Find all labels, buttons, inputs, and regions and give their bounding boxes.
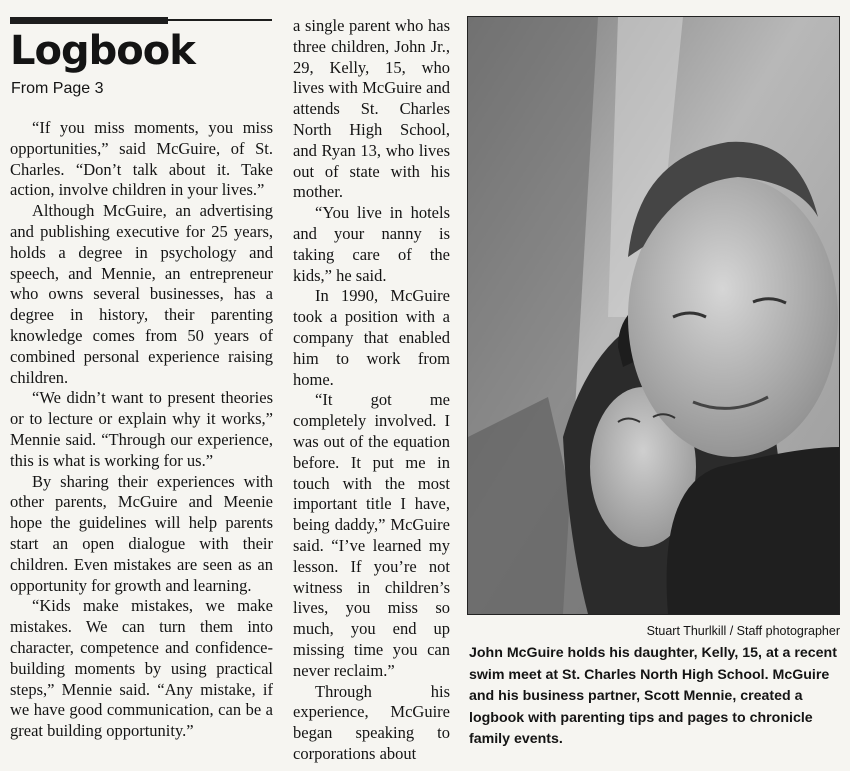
article-column-2 [293,16,450,771]
article-headline: Logbook [10,28,195,74]
photo-credit: Stuart Thurlkill / Staff photographer [646,624,840,638]
paragraph: By sharing their experiences with other parents, McGuire and Meenie hope the guidelines will help parents start an open dialogue with their children. Even mistakes are seen as an opportunity for growth and learning. [10,471,273,595]
article-column-1 [10,118,273,771]
paragraph: “Kids make mistakes, we make mistakes. We can turn them into character, competence and confidence-building moments by using practical steps,” Mennie said. “Any mistake, if we have good communication, can be a great building opportunity.” [10,596,273,741]
paragraph: “If you miss moments, you miss opportunities,” said McGuire, of St. Charles. “Don’t talk about it. Take action, involve children in your lives.” [10,118,273,200]
paragraph: “We didn’t want to present theories or to lecture or explain why it works,” Mennie said. “Through our experience, this is what is working for us.” [10,388,273,470]
headline-rule-thick [10,17,168,24]
headline-rule-thin [168,19,272,21]
photo-caption: John McGuire holds his daughter, Kelly, 15, at a recent swim meet at St. Charles North High School. McGuire and his business partner, Scott Mennie, created a logbook with parenting tips and pages to chronicle family events. [469,645,837,747]
paragraph: a single parent who has three children, John Jr., 29, Kelly, 15, who lives with McGuire and attends St. Charles North High School, and Ryan 13, who lives out of state with his mother. [293,16,450,202]
paragraph: Through his experience, McGuire began speaking to corporations about [293,681,450,763]
paragraph: In 1990, McGuire took a position with a company that enabled him to work from home. [293,286,450,389]
paragraph: “It got me completely involved. I was out of the equation before. It put me in touch with the most important title I have, being daddy,” McGuire said. “I’ve learned my lesson. If you’re not witness in children’s lives, you miss so much, you end up missing time you can never reclaim.” [293,390,450,680]
paragraph: “You live in hotels and your nanny is taking care of the kids,” he said. [293,203,450,285]
paragraph: Although McGuire, an advertising and publishing executive for 25 years, holds a degree in psychology and speech, and Mennie, an entrepreneur who owns several businesses, has a degree in history, their parenting knowledge comes from 50 years of combined personal experience raising children. [10,201,273,387]
news-photo [467,16,840,615]
jump-line: From Page 3 [11,80,104,97]
